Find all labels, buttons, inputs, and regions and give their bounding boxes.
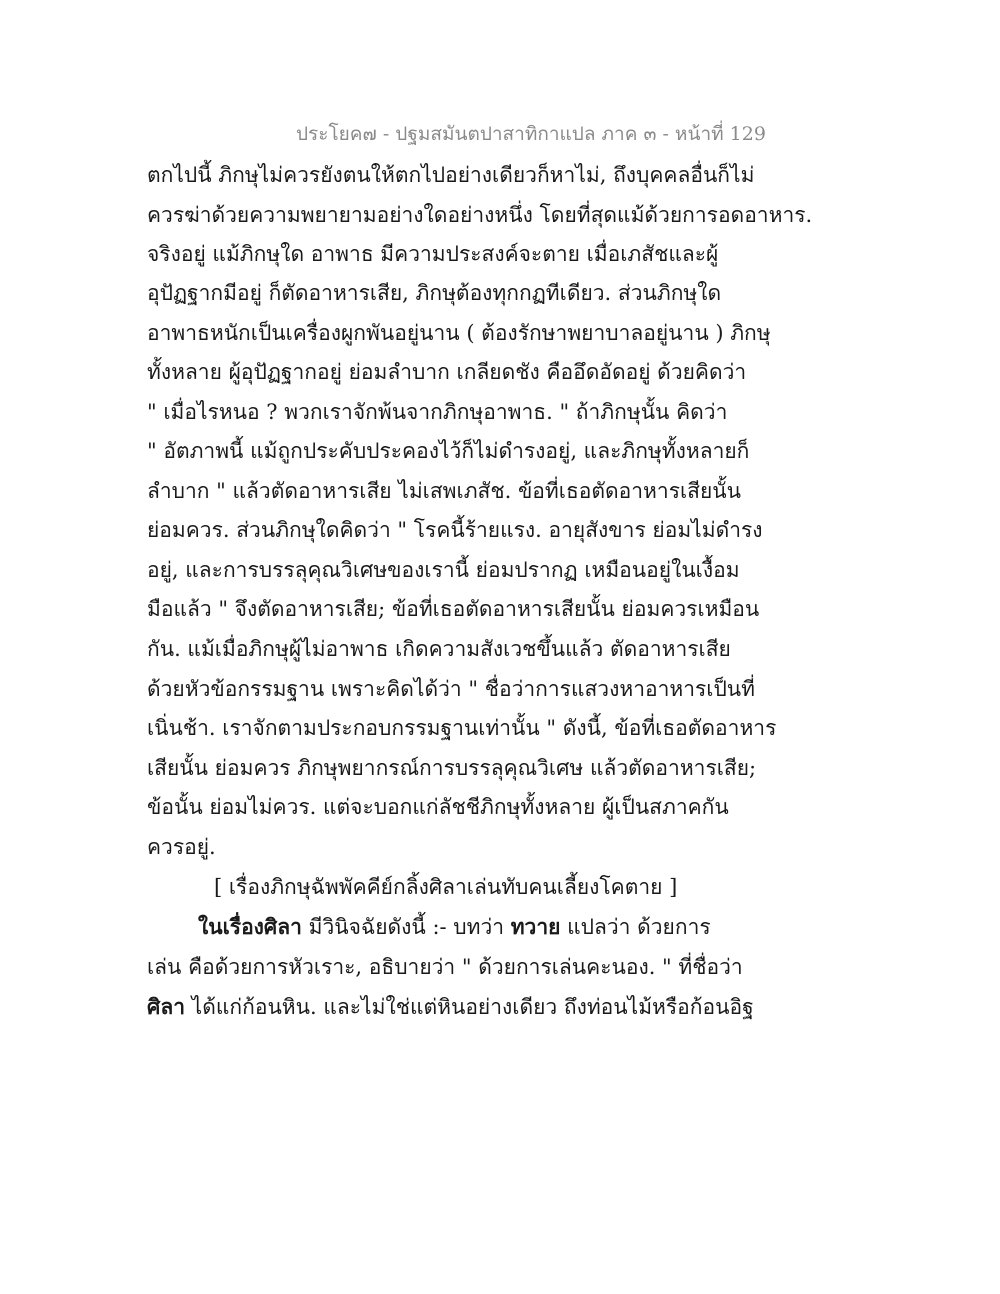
bold-term-story: ในเรื่องศิลา	[198, 914, 302, 939]
text-line: อุปัฏฐากมีอยู่ ก็ตัดอาหารเสีย, ภิกษุต้องทุกกฏทีเดียว. ส่วนภิกษุใด	[147, 281, 722, 305]
text-line: ด้วยหัวข้อกรรมฐาน เพราะคิดได้ว่า " ชื่อว่าการแสวงหาอาหารเป็นที่	[147, 677, 756, 701]
text-line: เนิ่นช้า. เราจักตามประกอบกรรมฐานเท่านั้น " ดังนี้, ข้อที่เธอตัดอาหาร	[147, 716, 777, 740]
text-line: จริงอยู่ แม้ภิกษุใด อาพาธ มีความประสงค์จะตาย เมื่อเภสัชและผู้	[147, 242, 719, 266]
text-line: ควรอยู่.	[147, 835, 216, 859]
text-segment: แปลว่า ด้วยการ	[560, 915, 711, 939]
text-line: ทั้งหลาย ผู้อุปัฏฐากอยู่ ย่อมลำบาก เกลียดชัง คืออึดอัดอยู่ ด้วยคิดว่า	[147, 360, 747, 384]
text-line: กัน. แม้เมื่อภิกษุผู้ไม่อาพาธ เกิดความสังเวชขึ้นแล้ว ตัดอาหารเสีย	[147, 637, 731, 661]
text-line: ย่อมควร. ส่วนภิกษุใดคิดว่า " โรคนี้ร้ายแรง. อายุสังขาร ย่อมไม่ดำรง	[147, 518, 763, 542]
section-title: [ เรื่องภิกษุฉัพพัคคีย์กลิ้งศิลาเล่นทับคนเลี้ยงโคตาย ]	[214, 875, 678, 899]
bold-term-word: ทวาย	[510, 914, 561, 939]
text-line: เสียนั้น ย่อมควร ภิกษุพยากรณ์การบรรลุคุณวิเศษ แล้วตัดอาหารเสีย;	[147, 756, 757, 780]
text-segment: มีวินิจฉัยดังนี้ :- บทว่า	[301, 915, 511, 939]
text-line: อาพาธหนักเป็นเครื่องผูกพันอยู่นาน ( ต้องรักษาพยาบาลอยู่นาน ) ภิกษุ	[147, 321, 771, 345]
text-line: ลำบาก " แล้วตัดอาหารเสีย ไม่เสพเภสัช. ข้อที่เธอตัดอาหารเสียนั้น	[147, 479, 741, 503]
bold-term-stone: ศิลา	[147, 994, 185, 1019]
text-segment: ได้แก่ก้อนหิน. และไม่ใช่แต่หินอย่างเดียว ถึงท่อนไม้หรือก้อนอิฐ	[185, 995, 754, 1019]
text-line: อยู่, และการบรรลุคุณวิเศษของเรานี้ ย่อมปรากฏ เหมือนอยู่ในเงื้อม	[147, 558, 740, 582]
text-line: เล่น คือด้วยการหัวเราะ, อธิบายว่า " ด้วยการเล่นคะนอง. " ที่ชื่อว่า	[147, 955, 743, 979]
text-line: " อัตภาพนี้ แม้ถูกประคับประคองไว้ก็ไม่ดำรงอยู่, และภิกษุทั้งหลายก็	[147, 439, 750, 463]
running-header: ประโยค๗ - ปฐมสมันตปาสาทิกาแปล ภาค ๓ - หน้าที่ 129	[296, 123, 766, 145]
text-line: มือแล้ว " จึงตัดอาหารเสีย; ข้อที่เธอตัดอาหารเสียนั้น ย่อมควรเหมือน	[147, 597, 760, 621]
text-line: ควรฆ่าด้วยความพยายามอย่างใดอย่างหนึ่ง โดยที่สุดแม้ด้วยการอดอาหาร.	[147, 203, 813, 227]
text-line: ตกไปนี้ ภิกษุไม่ควรยังตนให้ตกไปอย่างเดียวก็หาไม่, ถึงบุคคลอื่นก็ไม่	[147, 163, 755, 187]
text-line-last	[147, 992, 754, 1022]
paragraph-opening-line	[198, 912, 788, 942]
text-line: ข้อนั้น ย่อมไม่ควร. แต่จะบอกแก่ลัชชีภิกษุทั้งหลาย ผู้เป็นสภาคกัน	[147, 795, 729, 819]
text-line: " เมื่อไรหนอ ? พวกเราจักพ้นจากภิกษุอาพาธ. " ถ้าภิกษุนั้น คิดว่า	[147, 400, 728, 424]
